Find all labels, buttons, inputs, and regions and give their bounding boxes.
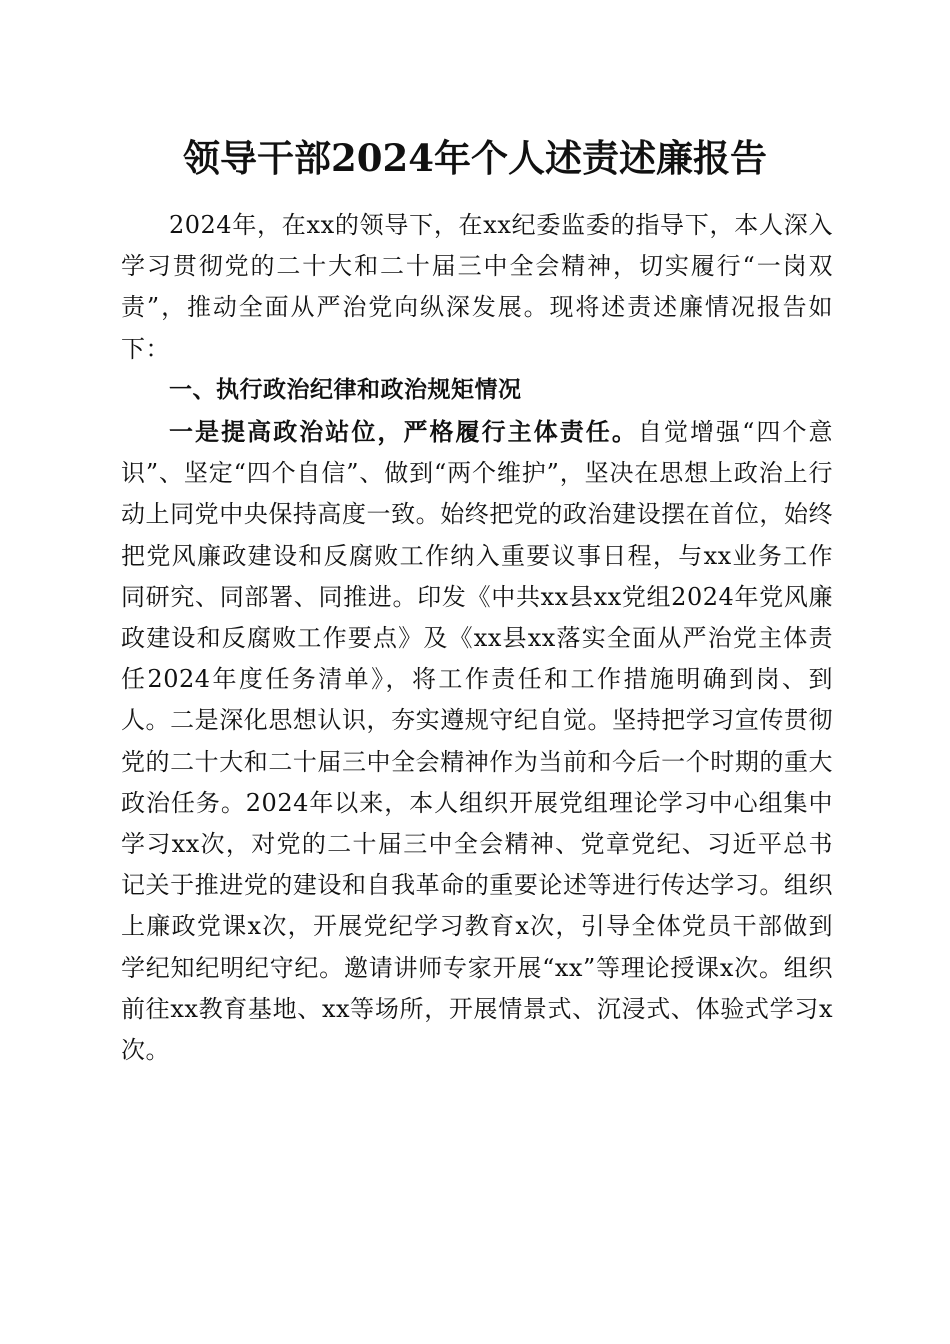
intro-paragraph: 2024年，在xx的领导下，在xx纪委监委的指导下，本人深入学习贯彻党的二十大和二十届三中全会精神，切实履行“一岗双责”，推动全面从严治党向纵深发展。现将述责述廉情况报告如下： xyxy=(121,211,833,363)
document-body xyxy=(121,205,833,1071)
paragraph-lead: 一是提高政治站位，严格履行主体责任。 xyxy=(169,417,638,447)
section-heading: 一、执行政治纪律和政治规矩情况 xyxy=(169,376,522,403)
section-paragraph xyxy=(121,411,833,1071)
document-title: 领导干部2024年个人述责述廉报告 xyxy=(183,136,767,180)
paragraph-text: 自觉增强“四个意识”、坚定“四个自信”、做到“两个维护”，坚决在思想上政治上行动上同党中央保持高度一致。始终把党的政治建设摆在首位，始终把党风廉政建设和反腐败工作纳入重要议事日程，与xx业务工作同研究、同部署、同推进。印发《中共xx县xx党组2024年党风廉政建设和反腐败工作要点》及《xx县xx落实全面从严治党主体责任2024年度任务清单》，将工作责任和工作措施明确到岗、到人。二是深化思想认识，夯实遵规守纪自觉。坚持把学习宣传贯彻党的二十大和二十届三中全会精神作为当前和今后一个时期的重大政治任务。2024年以来，本人组织开展党组理论学习中心组集中学习xx次，对党的二十届三中全会精神、党章党纪、习近平总书记关于推进党的建设和自我革命的重要论述等进行传达学习。组织上廉政党课x次，开展党纪学习教育x次，引导全体党员干部做到学纪知纪明纪守纪。邀请讲师专家开展“xx”等理论授课x次。组织前往xx教育基地、xx等场所，开展情景式、沉浸式、体验式学习x次。 xyxy=(121,418,834,1065)
